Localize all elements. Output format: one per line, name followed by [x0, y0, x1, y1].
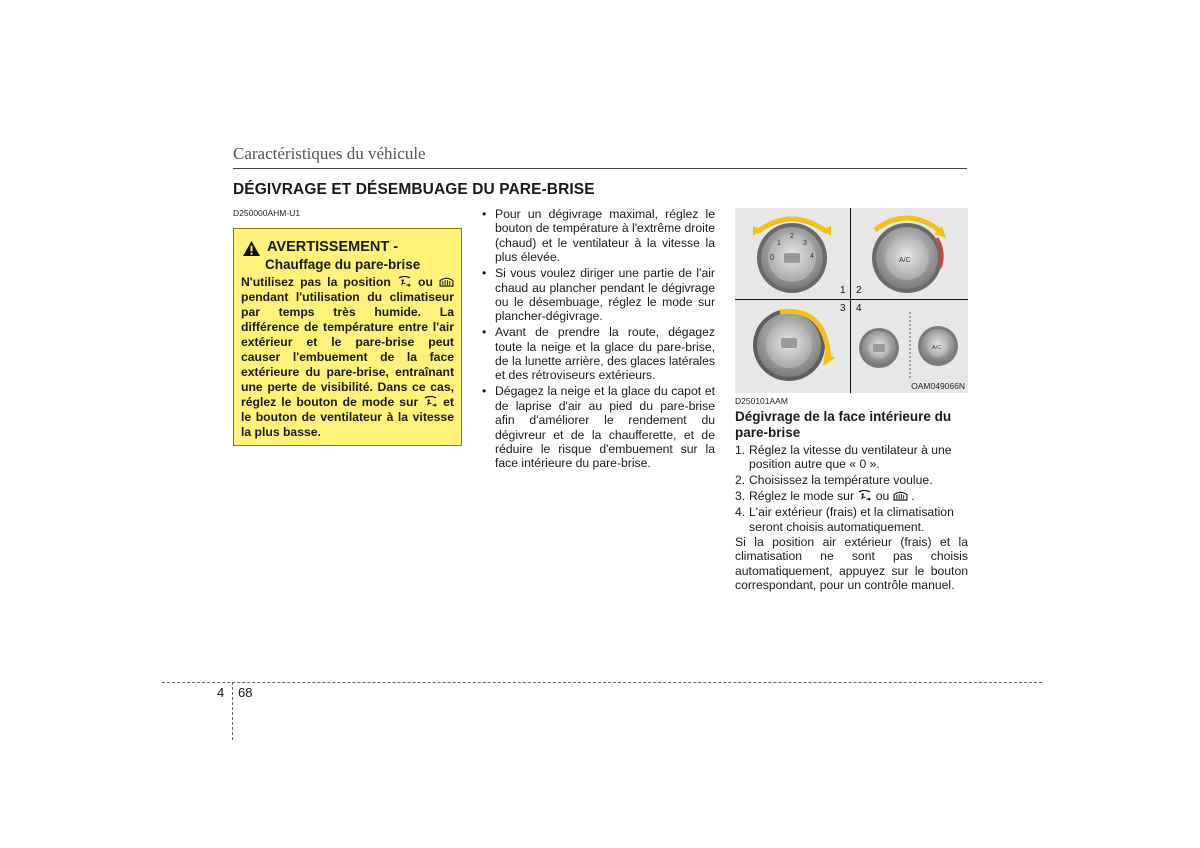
fan-speed-label: 4: [810, 253, 814, 260]
step-item: [735, 489, 968, 503]
page-chapter-number: 4: [217, 685, 225, 700]
panel-label: 2: [856, 285, 862, 296]
small-knobs-panel-4: [859, 312, 958, 378]
steps-list: [735, 443, 968, 535]
mode-knob-panel-3: [753, 309, 835, 381]
ac-label-small: A/C: [932, 345, 942, 351]
floor-defrost-icon: [397, 276, 412, 287]
step-number: 1.: [735, 443, 746, 457]
warning-text-part: N'utilisez pas la position: [241, 275, 391, 289]
step-text: Réglez le mode sur: [749, 489, 854, 504]
page-number: 68: [238, 685, 253, 700]
step-number: 2.: [735, 473, 746, 488]
defrost-icon: [893, 490, 908, 501]
step-item: [735, 443, 968, 472]
ac-label: A/C: [899, 257, 911, 264]
figure-code: OAM049066N: [911, 381, 965, 391]
instruction-bullets: [481, 207, 715, 472]
bullet-item: • Pour un dégivrage maximal, réglez le bouton de température à l'extrême droite (chaud) et le ventilateur à la vitesse la plus élevée.: [481, 207, 715, 265]
step-item: [735, 473, 968, 487]
climate-control-figure: [735, 208, 968, 393]
fan-speed-label: 2: [790, 233, 794, 240]
temp-knob-panel-2: [872, 218, 946, 293]
step-text: Réglez la vitesse du ventilateur à une position autre que « 0 ».: [749, 443, 952, 472]
subsection-heading: Dégivrage de la face intérieure du pare-brise: [735, 409, 952, 440]
figure-divider: [850, 208, 851, 393]
step-number: 4.: [735, 505, 746, 520]
bullet-item: • Avant de prendre la route, dégagez toute la neige et la glace du pare-brise, de la lunette arrière, des glaces latérales et des rétroviseurs extérieurs.: [481, 325, 715, 383]
step-text: .: [911, 489, 915, 504]
warning-title: AVERTISSEMENT -: [267, 239, 399, 255]
warning-text-part: ou: [418, 275, 433, 289]
warning-text: [241, 275, 454, 440]
bullet-item: • Dégagez la neige et la glace du capot et de laprise d'air au pied du pare-brise afin d'améliorer le rendement du dégivreur et de la chaufferette, et de réduire le risque d'embuement sur la face intérieure du pare-brise.: [481, 384, 715, 470]
step-text: ou: [875, 489, 890, 504]
panel-label: 4: [856, 303, 862, 314]
fan-knob-panel-1: [753, 219, 831, 293]
bullet-item: • Si vous voulez diriger une partie de l'air chaud au plancher pendant le dégivrage ou le désembuage, réglez le mode sur plancher-dégivrage.: [481, 266, 715, 324]
fan-speed-label: 3: [803, 240, 807, 247]
header-rule: [233, 168, 967, 169]
manual-control-note: Si la position air extérieur (frais) et la climatisation ne sont pas choisis automatiquement, appuyez sur le bouton correspondant, pour un contrôle manuel.: [735, 535, 968, 593]
subsection-code: D250101AAM: [735, 396, 788, 406]
panel-label: 1: [840, 285, 846, 296]
warning-text-part: et le bouton de ventilateur à la vitesse la plus basse.: [241, 395, 454, 439]
step-text: Choisissez la température voulue.: [749, 473, 933, 488]
step-number: 3.: [735, 489, 746, 504]
warning-box: [233, 228, 462, 446]
footer-divider: [232, 682, 233, 740]
chapter-title: Caractéristiques du véhicule: [233, 144, 426, 163]
warning-triangle-icon: [242, 240, 261, 257]
fan-speed-label: 1: [777, 240, 781, 247]
step-text: L'air extérieur (frais) et la climatisation seront choisis automatiquement.: [749, 505, 954, 534]
fan-speed-label: 0: [770, 253, 775, 262]
climate-knobs-illustration: [735, 208, 968, 393]
panel-label: 3: [840, 303, 846, 314]
figure-divider: [735, 299, 968, 300]
defrost-icon: [439, 276, 454, 287]
floor-defrost-icon: [423, 396, 438, 407]
section-code: D250000AHM-U1: [233, 208, 301, 218]
step-item: [735, 505, 968, 534]
floor-defrost-icon: [857, 490, 872, 501]
footer-rule: [162, 682, 1042, 683]
warning-subtitle: Chauffage du pare-brise: [265, 257, 421, 272]
section-title: DÉGIVRAGE ET DÉSEMBUAGE DU PARE-BRISE: [233, 181, 595, 198]
warning-text-part: pendant l'utilisation du climatiseur par temps très humide. La différence de température entre l'air extérieur et le pare-brise peut causer l'embuement de la face extérieure du pare-brise, entraînant une perte de visibilité. Dans ce cas, réglez le bouton de mode sur: [241, 290, 454, 409]
